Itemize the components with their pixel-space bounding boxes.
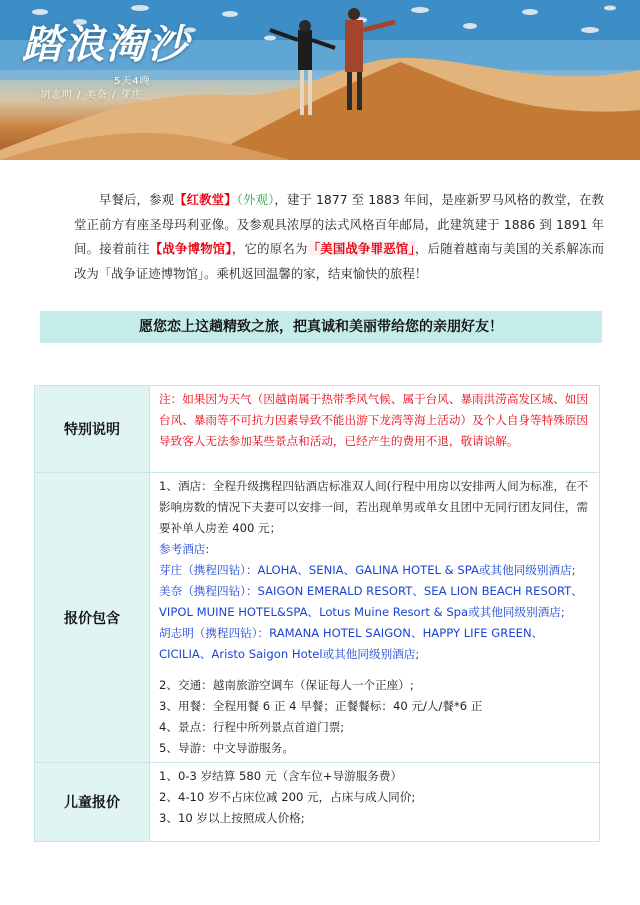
banner-title: 踏浪淘沙 xyxy=(22,21,190,68)
price-label: 报价包含 xyxy=(35,473,150,763)
meals-item: 3、用餐：全程用餐 6 正 4 早餐；正餐餐标：40 元/人/餐*6 正 xyxy=(159,699,483,713)
reference-hotels-title: 参考酒店: xyxy=(159,542,210,556)
muine-hotels: 美奈（携程四钻）：SAIGON EMERALD RESORT、SEA LION BEACH RESORT、VIPOL MUINE HOTEL&SPA、Lotus Muine Resort & Spa或其他同级别酒店; xyxy=(159,584,583,619)
special-content xyxy=(150,386,600,473)
intro-text-4: ，后随着越南与美国的关系解冻而改为「战争证迹博物馆」。乘机返回温馨的家，结束愉快的旅程！ xyxy=(74,241,605,281)
sights-item: 4、景点：行程中所列景点首道门票; xyxy=(159,720,345,734)
nhatrang-hotels: 芽庄（携程四钻）：ALOHA、SENIA、GALINA HOTEL & SPA或其他同级别酒店; xyxy=(159,563,576,577)
banner-days: 5天4晚 xyxy=(114,76,151,87)
crimes-museum-highlight: 「美国战争罪恶馆」 xyxy=(307,241,415,256)
war-museum-highlight: 【战争博物馆】 xyxy=(149,241,232,256)
child-content xyxy=(150,763,600,842)
banner-brand xyxy=(22,21,190,101)
table-row-special xyxy=(35,386,600,473)
special-label: 特别说明 xyxy=(35,386,150,473)
guide-item: 5、导游：中文导游服务。 xyxy=(159,741,294,755)
child-item-2: 2、4-10 岁不占床位减 200 元，占床与成人同价; xyxy=(159,790,416,804)
child-label: 儿童报价 xyxy=(35,763,150,842)
transport-item: 2、交通：越南旅游空调车（保证每人一个正座）; xyxy=(159,678,414,692)
child-item-1: 1、0-3 岁结算 580 元（含车位+导游服务费） xyxy=(159,769,403,783)
header-banner xyxy=(0,0,640,160)
child-item-3: 3、10 岁以上按照成人价格; xyxy=(159,811,305,825)
intro-text-3: ，它的原名为 xyxy=(231,241,308,256)
price-content xyxy=(150,473,600,763)
special-notice: 注：如果因为天气（因越南属于热带季风气候、属于台风、暴雨洪涝高发区域、如因台风、暴雨等不可抗力因素导致不能出游下龙湾等海上活动）及个人自身等特殊原因导致客人无法参加某些景点和活动，已经产生的费用不退，敬请谅解。 xyxy=(159,392,588,448)
hotel-item: 1、酒店：全程升级携程四钻酒店标准双人间(行程中用房以安排两人间为标准，在不影响房数的情况下夫妻可以安排一间，若出现单男或单女且团中无同行团友同住，需要补单人房差 400 元； xyxy=(159,479,589,535)
banner-cities: 胡志明 / 美奈 / 芽庄 xyxy=(40,90,143,101)
price-info-table xyxy=(34,385,600,842)
slogan-banner: 愿您恋上这趟精致之旅，把真诚和美丽带给您的亲朋好友！ xyxy=(40,311,602,343)
intro-text-2: ，建于 1877 至 1883 年间，是座新罗马风格的教堂，在教堂正前方有座圣母玛利亚像。及参观具浓厚的法式风格百年邮局，此建筑建于 1886 到 1891 年间。接着前往 xyxy=(74,192,605,256)
intro-text-1: 早餐后，参观 xyxy=(99,192,175,207)
hcmc-hotels: 胡志明（携程四钻）：RAMANA HOTEL SAIGON、HAPPY LIFE GREEN、CICILIA、Aristo Saigon Hotel或其他同级别酒店; xyxy=(159,626,544,661)
table-row-child xyxy=(35,763,600,842)
itinerary-paragraph xyxy=(74,188,604,286)
exterior-note: （外观） xyxy=(236,192,275,207)
red-church-highlight: 【红教堂】 xyxy=(174,192,237,207)
table-row-price xyxy=(35,473,600,763)
